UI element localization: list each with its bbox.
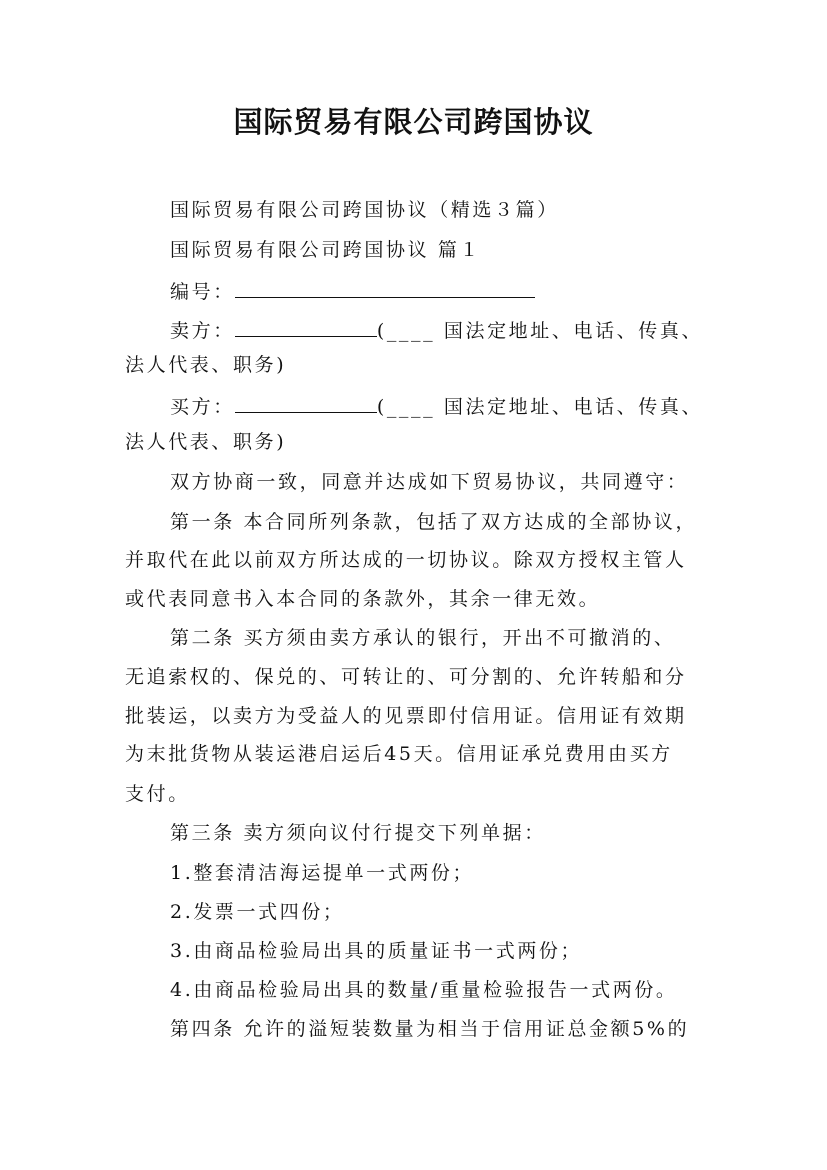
agreement-intro: 双方协商一致，同意并达成如下贸易协议，共同遵守：: [170, 471, 689, 493]
seller-label: 卖方：: [170, 320, 235, 342]
article-1-line-2: 并取代在此以前双方所达成的一切协议。除双方授权主管人: [125, 549, 687, 571]
document-item-2: 2.发票一式四份；: [170, 901, 345, 923]
buyer-details: (____ 国法定地址、电话、传真、: [376, 396, 704, 418]
buyer-label: 买方：: [170, 396, 235, 418]
seller-line: [170, 318, 703, 343]
article-2-line-1: 第二条 买方须由卖方承认的银行，开出不可撤消的、: [170, 627, 676, 649]
buyer-blank: [235, 394, 377, 413]
article-3-line-1: 第三条 卖方须向议付行提交下列单据：: [170, 822, 546, 844]
article-1-line-3: 或代表同意书入本合同的条款外，其余一律无效。: [125, 588, 601, 610]
buyer-line: [170, 394, 703, 419]
buyer-details-cont: 法人代表、职务): [125, 431, 287, 453]
number-blank: [235, 279, 535, 298]
subtitle-line: 国际贸易有限公司跨国协议（精选３篇）: [170, 199, 559, 221]
article-2-line-3: 批装运，以卖方为受益人的见票即付信用证。信用证有效期: [125, 705, 687, 727]
number-line: [170, 279, 535, 304]
document-item-1: 1.整套清洁海运提单一式两份；: [170, 862, 475, 884]
document-title: 国际贸易有限公司跨国协议: [233, 105, 594, 139]
document-item-3: 3.由商品检验局出具的质量证书一式两份；: [170, 940, 583, 962]
number-label: 编号：: [170, 281, 235, 303]
seller-details-cont: 法人代表、职务): [125, 354, 287, 376]
article-2-line-2: 无追索权的、保兑的、可转让的、可分割的、允许转船和分: [125, 666, 687, 688]
article-4-line-1: 第四条 允许的溢短装数量为相当于信用证总金额5%的: [170, 1018, 690, 1040]
seller-blank: [235, 318, 377, 337]
article-2-line-4: 为末批货物从装运港启运后45天。信用证承兑费用由买方: [125, 743, 673, 765]
document-item-4: 4.由商品检验局出具的数量/重量检验报告一式两份。: [170, 979, 678, 1001]
seller-details: (____ 国法定地址、电话、传真、: [376, 320, 704, 342]
article-1-line-1: 第一条 本合同所列条款，包括了双方达成的全部协议，: [170, 511, 698, 533]
article-2-line-5: 支付。: [125, 783, 190, 805]
section-heading: 国际贸易有限公司跨国协议 篇１: [170, 239, 482, 261]
